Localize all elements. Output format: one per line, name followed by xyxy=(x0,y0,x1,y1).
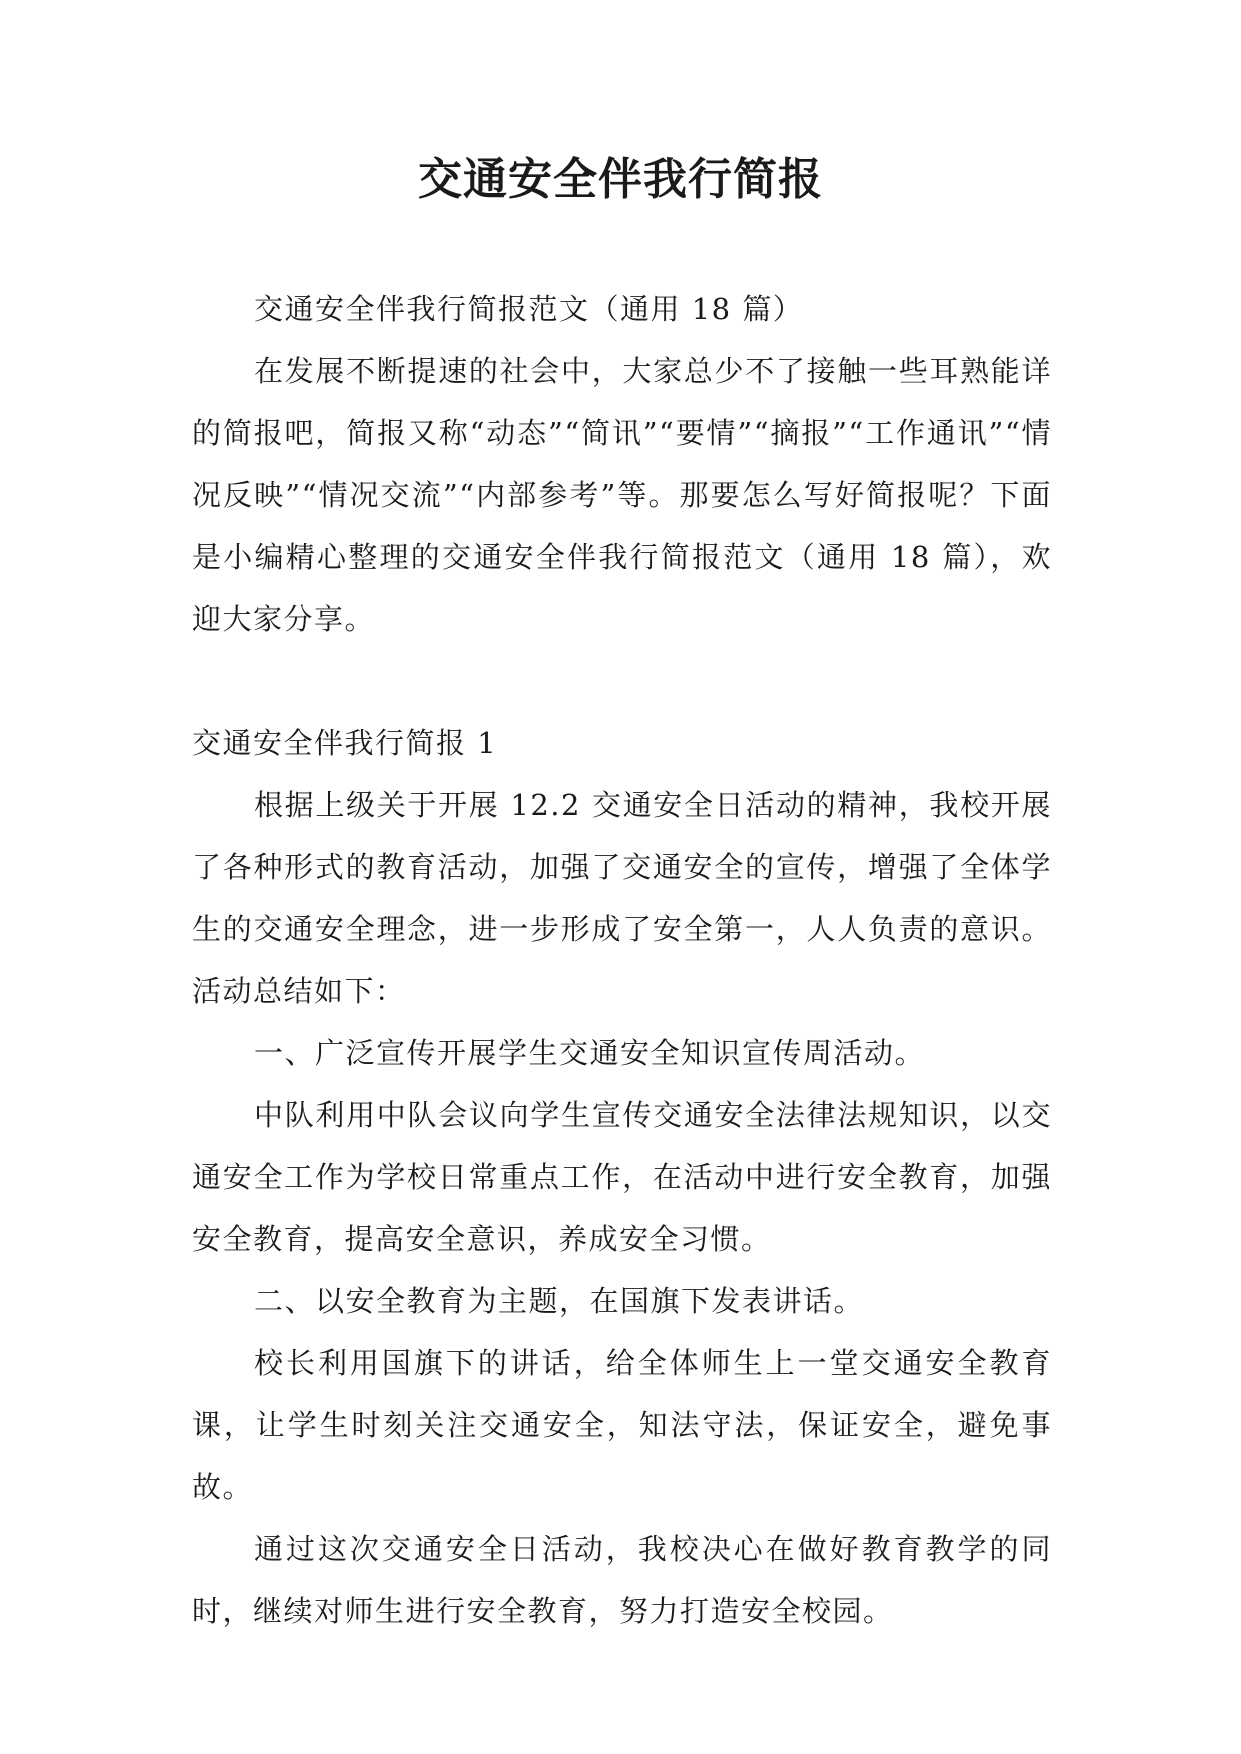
document-title: 交通安全伴我行简报 xyxy=(418,154,823,205)
subtitle-paragraph: 交通安全伴我行简报范文（通用 18 篇） xyxy=(254,292,804,326)
list-heading-1: 一、广泛宣传开展学生交通安全知识宣传周活动。 xyxy=(254,1036,926,1070)
closing-paragraph: 通过这次交通安全日活动，我校决心在做好教育教学的同时，继续对师生进行安全教育，努力打造安全校园。 xyxy=(192,1532,1052,1628)
list-heading-2: 二、以安全教育为主题，在国旗下发表讲话。 xyxy=(254,1284,865,1318)
intro-paragraph: 在发展不断提速的社会中，大家总少不了接触一些耳熟能详的简报吧，简报又称“动态”“简讯”“要情”“摘报”“工作通讯”“情况反映”“情况交流”“内部参考”等。那要怎么写好简报呢？下面是小编精心整理的交通安全伴我行简报范文（通用 18 篇），欢迎大家分享。 xyxy=(192,354,1052,636)
section-heading: 交通安全伴我行简报 1 xyxy=(192,726,498,760)
document-body xyxy=(192,278,1052,1642)
body-paragraph: 中队利用中队会议向学生宣传交通安全法律法规知识，以交通安全工作为学校日常重点工作，在活动中进行安全教育，加强安全教育，提高安全意识，养成安全习惯。 xyxy=(192,1098,1052,1256)
body-paragraph: 根据上级关于开展 12.2 交通安全日活动的精神，我校开展了各种形式的教育活动，加强了交通安全的宣传，增强了全体学生的交通安全理念，进一步形成了安全第一，人人负责的意识。活动总结如下： xyxy=(192,788,1052,1008)
body-paragraph: 校长利用国旗下的讲话，给全体师生上一堂交通安全教育课，让学生时刻关注交通安全，知法守法，保证安全，避免事故。 xyxy=(192,1346,1052,1504)
